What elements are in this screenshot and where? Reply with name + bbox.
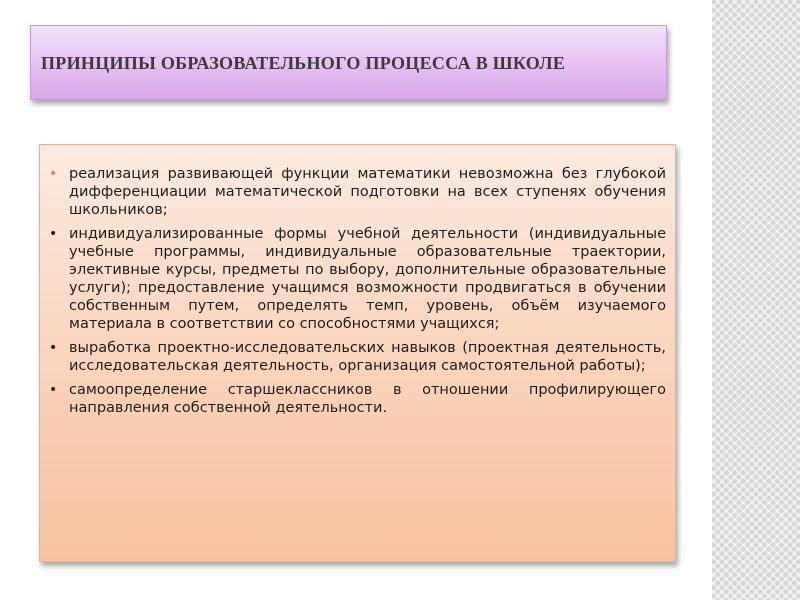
bullet-dot-icon: • [49,166,58,182]
bullet-dot-icon: • [49,382,58,398]
bullet-item-individualized-forms [49,225,666,333]
bullet-item-differentiation [49,165,666,219]
bullet-dot-icon: • [49,340,58,356]
bullet-list [49,165,666,423]
bullet-item-research-skills [49,339,666,375]
slide-title: ПРИНЦИПЫ ОБРАЗОВАТЕЛЬНОГО ПРОЦЕССА В ШКОЛЕ [41,53,566,73]
title-panel [30,25,667,100]
content-panel [39,144,676,562]
decorative-side-strip [712,0,800,600]
bullet-dot-icon: • [49,226,58,242]
bullet-text: реализация развивающей функции математики невозможна без глубокой дифференциации математической подготовки на всех ступенях обучения школьников; [69,166,666,218]
bullet-item-self-determination [49,381,666,417]
bullet-text: выработка проектно-исследовательских навыков (проектная деятельность, исследовательская деятельность, организация самостоятельной работы); [69,340,666,374]
bullet-text: индивидуализированные формы учебной деятельности (индивидуальные учебные программы, индивидуальные образовательные траектории, элективные курсы, предметы по выбору, дополнительные образовательные услуги); предоставление учащимся возможности продвигаться в обучении собственным путем, определять темп, уровень, объём изучаемого материала в соответствии со способностями учащихся; [69,226,666,332]
bullet-text: самоопределение старшеклассников в отношении профилирующего направления собственной деятельности. [69,382,666,416]
